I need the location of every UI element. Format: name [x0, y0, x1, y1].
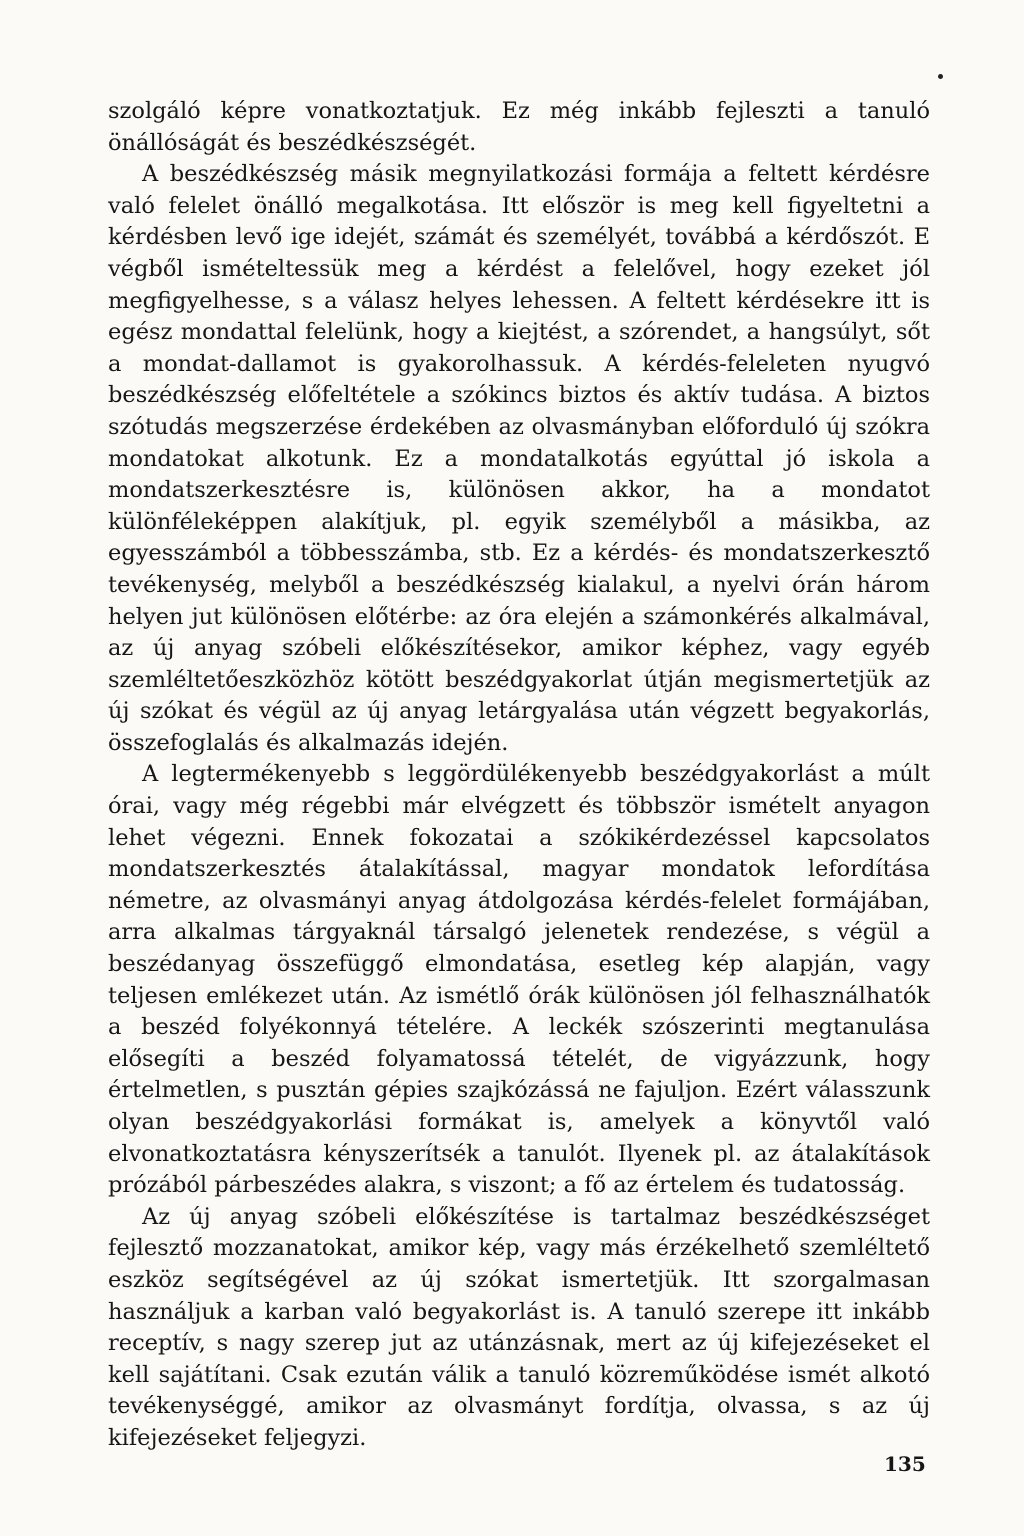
- body-text: [108, 96, 930, 1455]
- paragraph-4: Az új anyag szóbeli előkészítése is tartalmaz beszédkészséget fejlesztő mozzanatokat, amikor kép, vagy más érzékelhető szemléltető eszköz segítségével az új szókat ismertetjük. Itt szorgalmasan használjuk a karban való begyakorlást is. A tanuló szerepe itt inkább receptív, s nagy szerep jut az utánzásnak, mert az új kifejezéseket el kell sajátítani. Csak ezután válik a tanuló közreműködése ismét alkotó tevékenységgé, amikor az olvasmányt fordítja, olvassa, s az új kifejezéseket feljegyzi.: [108, 1203, 930, 1451]
- paragraph-1: szolgáló képre vonatkoztatjuk. Ez még inkább fejleszti a tanuló önállóságát és beszédkészségét.: [108, 98, 930, 156]
- paragraph-3: A legtermékenyebb s leggördülékenyebb beszédgyakorlást a múlt órai, vagy még régebbi már elvégzett és többször ismételt anyagon lehet végezni. Ennek fokozatai a szókikérdezéssel kapcsolatos mondatszerkesztés átalakítással, magyar mondatok lefordítása németre, az olvasmányi anyag átdolgozása kérdés-felelet formájában, arra alkalmas tárgyaknál társalgó jelenetek rendezése, s végül a beszédanyag összefüggő elmondatása, esetleg kép alapján, vagy teljesen emlékezet után. Az ismétlő órák különösen jól felhasználhatók a beszéd folyékonnyá tételére. A leckék szószerinti megtanulása elősegíti a beszéd folyamatossá tételét, de vigyázzunk, hogy értelmetlen, s pusztán gépies szajkózássá ne fajuljon. Ezért válasszunk olyan beszédgyakorlási formákat is, amelyek a könyvtől való elvonatkoztatásra kényszerítsék a tanulót. Ilyenek pl. az átalakítások prózából párbeszédes alakra, s viszont; a fő az értelem és tudatosság.: [108, 761, 930, 1199]
- page-number: 135: [884, 1452, 926, 1476]
- print-speck: [938, 74, 943, 79]
- paragraph-2: A beszédkészség másik megnyilatkozási formája a feltett kérdésre való felelet önálló megalkotása. Itt először is meg kell figyeltetni a kérdésben levő ige idejét, számát és személyét, továbbá a kérdőszót. E végből ismételtessük meg a kérdést a felelővel, hogy ezeket jól megfigyelhesse, s a válasz helyes lehessen. A feltett kérdésekre itt is egész mondattal felelünk, hogy a kiejtést, a szórendet, a hangsúlyt, sőt a mondat-dallamot is gyakorolhassuk. A kérdés-feleleten nyugvó beszédkészség előfeltétele a szókincs biztos és aktív tudása. A biztos szótudás megszerzése érdekében az olvasmányban előforduló új szókra mondatokat alkotunk. Ez a mondatalkotás egyúttal jó iskola a mondatszerkesztésre is, különösen akkor, ha a mondatot különféleképpen alakítjuk, pl. egyik személyből a másikba, az egyesszámból a többesszámba, stb. Ez a kérdés- és mondatszerkesztő tevékenység, melyből a beszédkészség kialakul, a nyelvi órán három helyen jut különösen előtérbe: az óra elején a számonkérés alkalmával, az új anyag szóbeli előkészítésekor, amikor képhez, vagy egyéb szemléltetőeszközhöz kötött beszédgyakorlat útján megismertetjük az új szókat és végül az új anyag letárgyalása után végzett begyakorlás, összefoglalás és alkalmazás idején.: [108, 161, 930, 756]
